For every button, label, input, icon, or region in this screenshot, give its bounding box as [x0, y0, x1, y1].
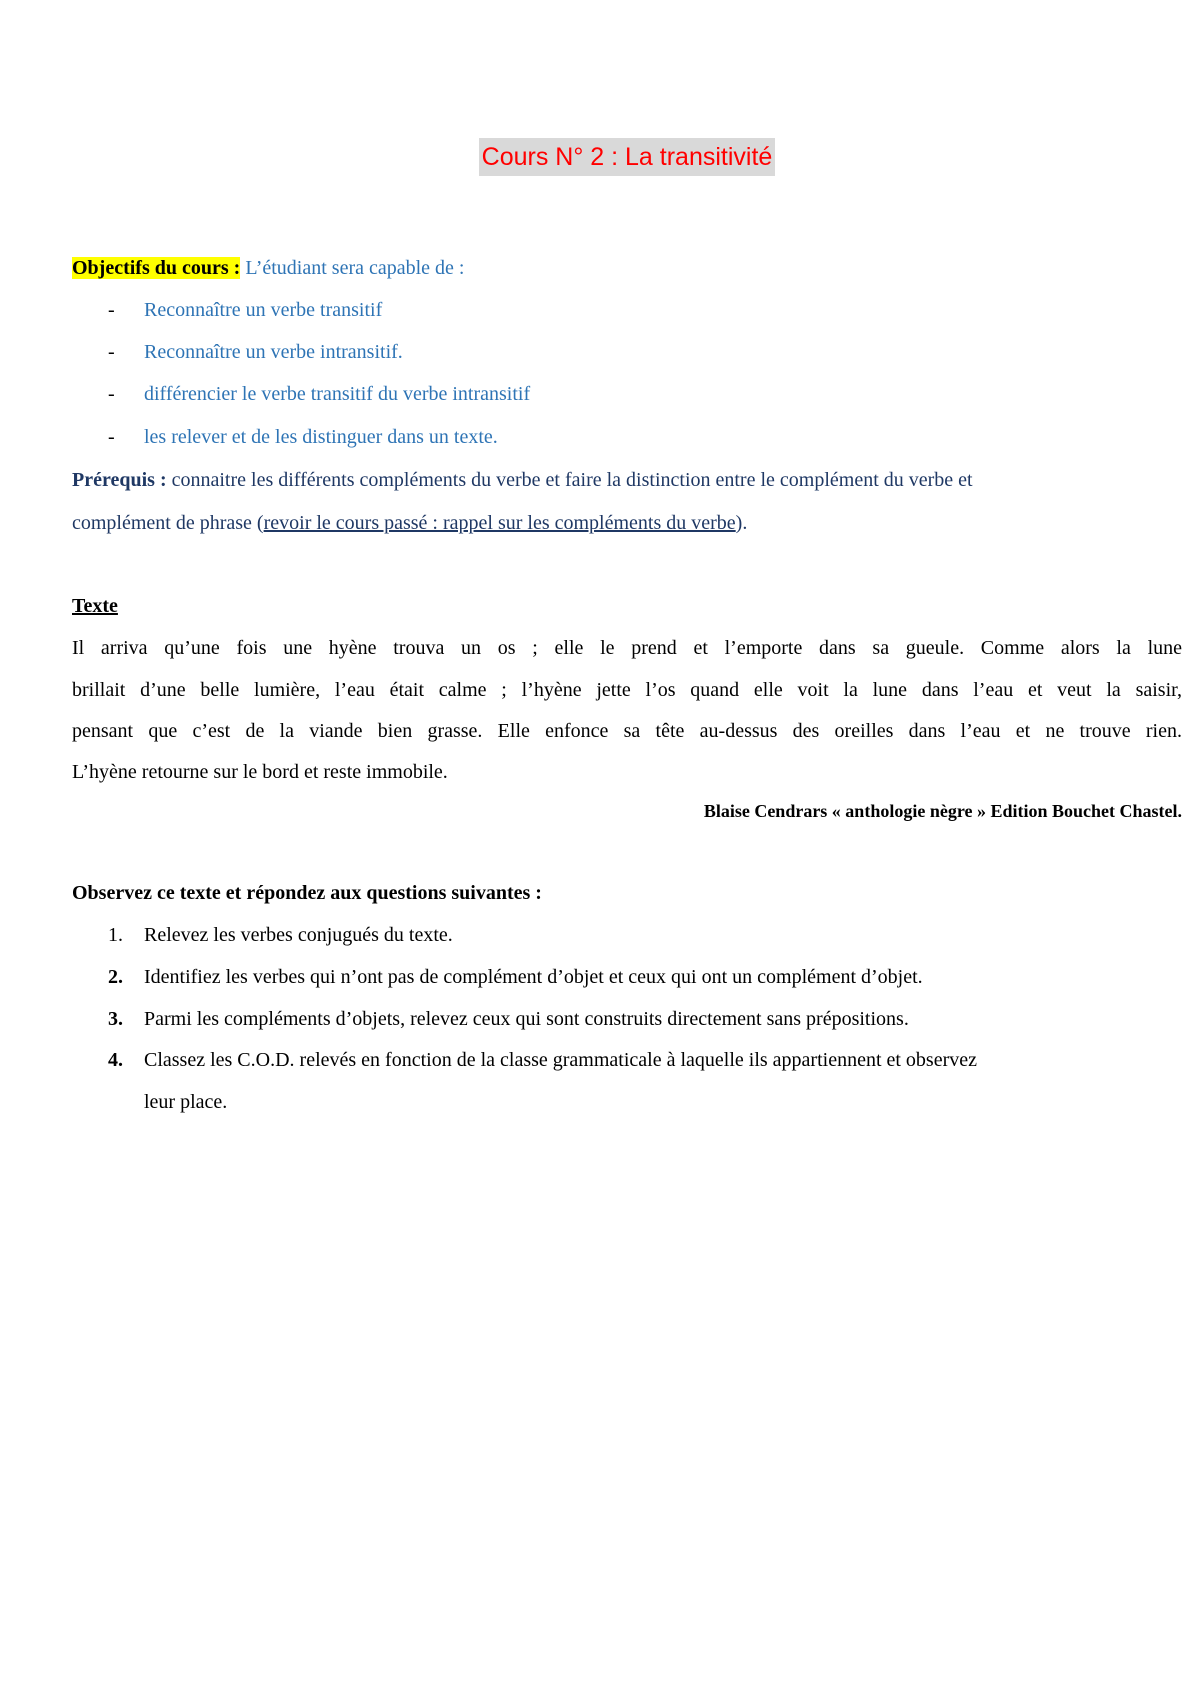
dash-bullet: - — [108, 299, 115, 321]
question-text: leur place. — [144, 1091, 228, 1113]
question-text: Parmi les compléments d’objets, relevez ceux qui sont construits directement sans prépositions. — [144, 1008, 909, 1030]
title-wrap — [72, 138, 1182, 176]
texte-line: L’hyène retourne sur le bord et reste immobile. — [72, 761, 448, 783]
question-text: Identifiez les verbes qui n’ont pas de complément d’objet et ceux qui ont un complément d’objet. — [144, 966, 923, 988]
question-item — [72, 1005, 1182, 1033]
prerequis-label: Prérequis : — [72, 469, 167, 491]
objectif-item — [72, 380, 1182, 408]
objectif-item-text: Reconnaître un verbe intransitif. — [144, 341, 403, 363]
questions-heading: Observez ce texte et répondez aux questions suivantes : — [72, 882, 542, 904]
question-number: 4. — [108, 1049, 123, 1071]
objectif-item-text: Reconnaître un verbe transitif — [144, 299, 383, 321]
objectif-item — [72, 296, 1182, 324]
texte-line: Il arriva qu’une fois une hyène trouva un os ; elle le prend et l’emporte dans sa gueule. Comme alors la lune — [72, 637, 1182, 659]
prerequis-line-1 — [72, 466, 973, 494]
objectifs-intro: L’étudiant sera capable de : — [240, 257, 465, 279]
question-number: 1. — [108, 924, 123, 946]
dash-bullet: - — [108, 426, 115, 448]
question-item — [72, 921, 1182, 949]
prerequis-text-post: ). — [735, 512, 748, 534]
question-text: Relevez les verbes conjugués du texte. — [144, 924, 453, 946]
question-number: 3. — [108, 1008, 123, 1030]
objectif-item-text: les relever et de les distinguer dans un texte. — [144, 426, 498, 448]
objectif-item — [72, 423, 1182, 451]
prerequis-link[interactable]: revoir le cours passé : rappel sur les compléments du verbe — [263, 512, 736, 534]
prerequis-text: connaitre les différents compléments du verbe et faire la distinction entre le complément du verbe et — [166, 469, 973, 491]
texte-line: brillait d’une belle lumière, l’eau était calme ; l’hyène jette l’os quand elle voit la lune dans l’eau et veut la saisir, — [72, 679, 1182, 701]
prerequis-text-pre: complément de phrase ( — [72, 512, 264, 534]
dash-bullet: - — [108, 341, 115, 363]
prerequis-line-2 — [72, 509, 747, 537]
objectif-item-text: différencier le verbe transitif du verbe intransitif — [144, 383, 531, 405]
page-title: Cours N° 2 : La transitivité — [479, 138, 776, 176]
dash-bullet: - — [108, 383, 115, 405]
text-source: Blaise Cendrars « anthologie nègre » Edition Bouchet Chastel. — [703, 801, 1182, 821]
objectif-item — [72, 338, 1182, 366]
texte-line: pensant que c’est de la viande bien grasse. Elle enfonce sa tête au-dessus des oreilles dans l’eau et ne trouve rien. — [72, 720, 1182, 742]
question-item — [72, 1046, 1182, 1074]
objectifs-label: Objectifs du cours : — [72, 257, 241, 279]
objectifs-line — [72, 254, 465, 282]
question-item-continuation — [72, 1088, 1182, 1116]
question-number: 2. — [108, 966, 123, 988]
question-text: Classez les C.O.D. relevés en fonction de la classe grammaticale à laquelle ils appartiennent et observez — [144, 1049, 978, 1071]
texte-heading: Texte — [72, 595, 118, 617]
question-item — [72, 963, 1182, 991]
